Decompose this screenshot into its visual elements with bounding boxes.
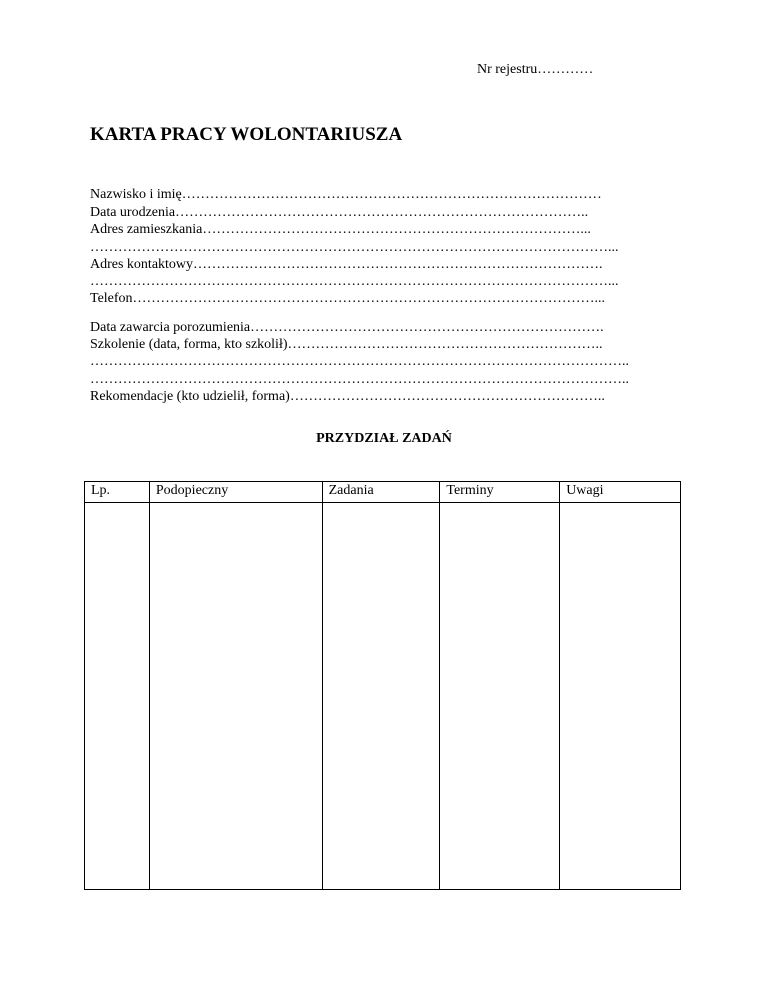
column-header-lp: Lp. [85, 482, 150, 503]
column-header-dates: Terminy [440, 482, 560, 503]
table-row [85, 503, 681, 890]
residence-address-field: Adres zamieszkania………………………………………………………………………... [90, 222, 591, 237]
name-field: Nazwisko i imię……………………………………………………………………………… [90, 187, 602, 202]
task-assignment-table [84, 481, 681, 890]
phone-field: Telefon………………………………………………………………………………………... [90, 291, 606, 306]
column-header-notes: Uwagi [560, 482, 681, 503]
contact-address-field: Adres kontaktowy……………………………………………………………………………. [90, 257, 603, 272]
column-header-tasks: Zadania [322, 482, 440, 503]
agreement-date-field: Data zawarcia porozumienia…………………………………………………………………. [90, 320, 604, 335]
training-continuation-1: …………………………………………………………………………………………………….. [90, 354, 629, 369]
table-cell-lp[interactable] [85, 503, 150, 890]
column-header-ward: Podopieczny [149, 482, 322, 503]
recommendations-field: Rekomendacje (kto udzielił, forma)………………………………………………………….. [90, 389, 605, 404]
table-header-row [85, 482, 681, 503]
residence-address-continuation: …………………………………………………………………………………………………... [90, 240, 619, 255]
table-cell-ward[interactable] [149, 503, 322, 890]
section-title: PRZYDZIAŁ ZADAŃ [316, 431, 452, 446]
contact-address-continuation: …………………………………………………………………………………………………... [90, 274, 619, 289]
registry-number: Nr rejestru………… [477, 62, 594, 77]
page-title: KARTA PRACY WOLONTARIUSZA [90, 124, 403, 145]
table-cell-tasks[interactable] [322, 503, 440, 890]
training-continuation-2: …………………………………………………………………………………………………….. [90, 372, 629, 387]
table-cell-notes[interactable] [560, 503, 681, 890]
training-field: Szkolenie (data, forma, kto szkolił)………………………………………………………….. [90, 337, 603, 352]
table-cell-dates[interactable] [440, 503, 560, 890]
birth-date-field: Data urodzenia…………………………………………………………………………….. [90, 205, 589, 220]
